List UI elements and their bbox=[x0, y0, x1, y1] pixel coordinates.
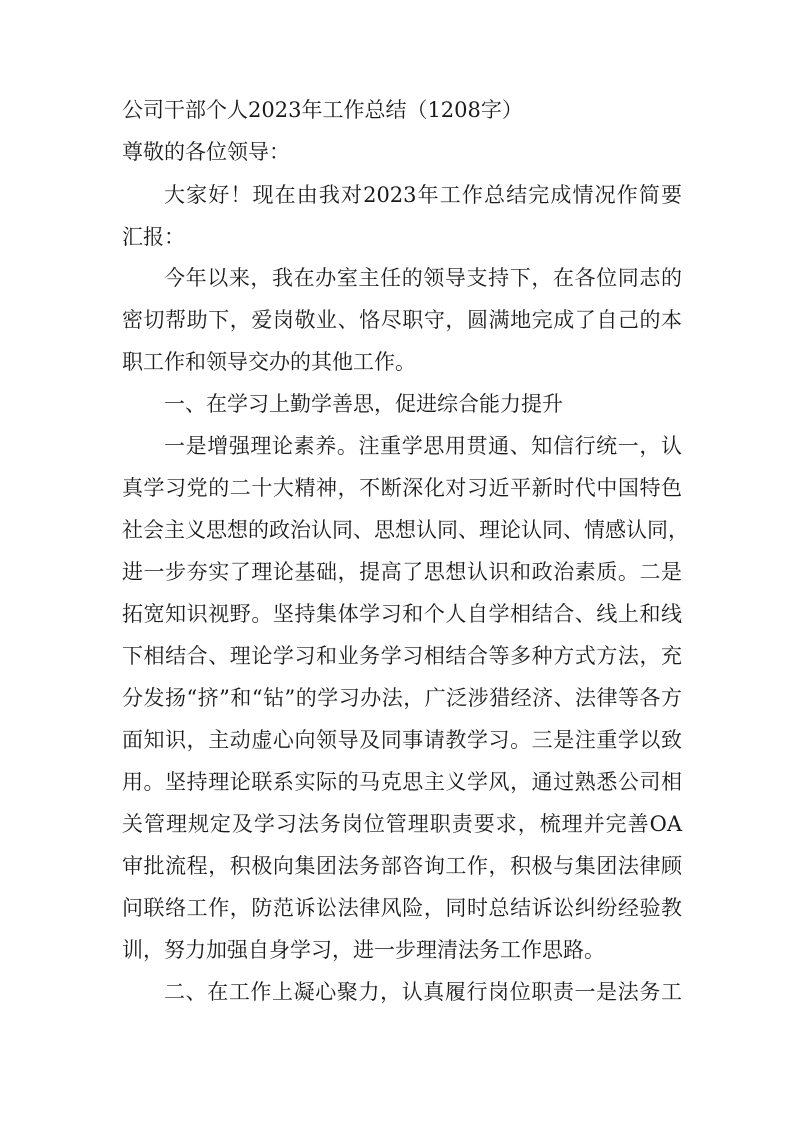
paragraph-line: 汇报： bbox=[122, 225, 185, 249]
paragraph-line: 面知识，主动虚心向领导及同事请教学习。三是注重学以致 bbox=[122, 728, 682, 752]
paragraph-line: 关管理规定及学习法务岗位管理职责要求，梳理并完善OA bbox=[122, 812, 682, 836]
paragraph-line: 用。坚持理论联系实际的马克思主义学风，通过熟悉公司相 bbox=[122, 770, 682, 794]
salutation: 尊敬的各位领导： bbox=[122, 140, 290, 164]
section-heading: 二、在工作上凝心聚力，认真履行岗位职责一是法务工 bbox=[164, 980, 682, 1004]
document-title: 公司干部个人2023年工作总结（1208字） bbox=[122, 98, 523, 122]
paragraph-line: 密切帮助下，爱岗敬业、恪尽职守，圆满地完成了自己的本 bbox=[122, 308, 682, 332]
paragraph-line: 审批流程，积极向集团法务部咨询工作，积极与集团法律顾 bbox=[122, 854, 682, 878]
paragraph-line: 真学习党的二十大精神，不断深化对习近平新时代中国特色 bbox=[122, 476, 682, 500]
paragraph-line: 下相结合、理论学习和业务学习相结合等多种方式方法，充 bbox=[122, 644, 682, 668]
paragraph-line: 一是增强理论素养。注重学思用贯通、知信行统一，认 bbox=[164, 434, 682, 458]
section-heading: 一、在学习上勤学善思，促进综合能力提升 bbox=[164, 392, 563, 416]
paragraph-line: 分发扬“挤”和“钻”的学习办法，广泛涉猎经济、法律等各方 bbox=[122, 686, 682, 710]
paragraph-line: 今年以来，我在办室主任的领导支持下，在各位同志的 bbox=[164, 266, 682, 290]
paragraph-line: 职工作和领导交办的其他工作。 bbox=[122, 350, 416, 374]
paragraph-line: 训，努力加强自身学习，进一步理清法务工作思路。 bbox=[122, 938, 605, 962]
paragraph-line: 问联络工作，防范诉讼法律风险，同时总结诉讼纠纷经验教 bbox=[122, 896, 682, 920]
paragraph-line: 拓宽知识视野。坚持集体学习和个人自学相结合、线上和线 bbox=[122, 602, 682, 626]
paragraph-line: 社会主义思想的政治认同、思想认同、理论认同、情感认同， bbox=[122, 518, 689, 542]
paragraph-line: 大家好！现在由我对2023年工作总结完成情况作简要 bbox=[164, 183, 682, 207]
paragraph-line: 进一步夯实了理论基础，提高了思想认识和政治素质。二是 bbox=[122, 560, 682, 584]
